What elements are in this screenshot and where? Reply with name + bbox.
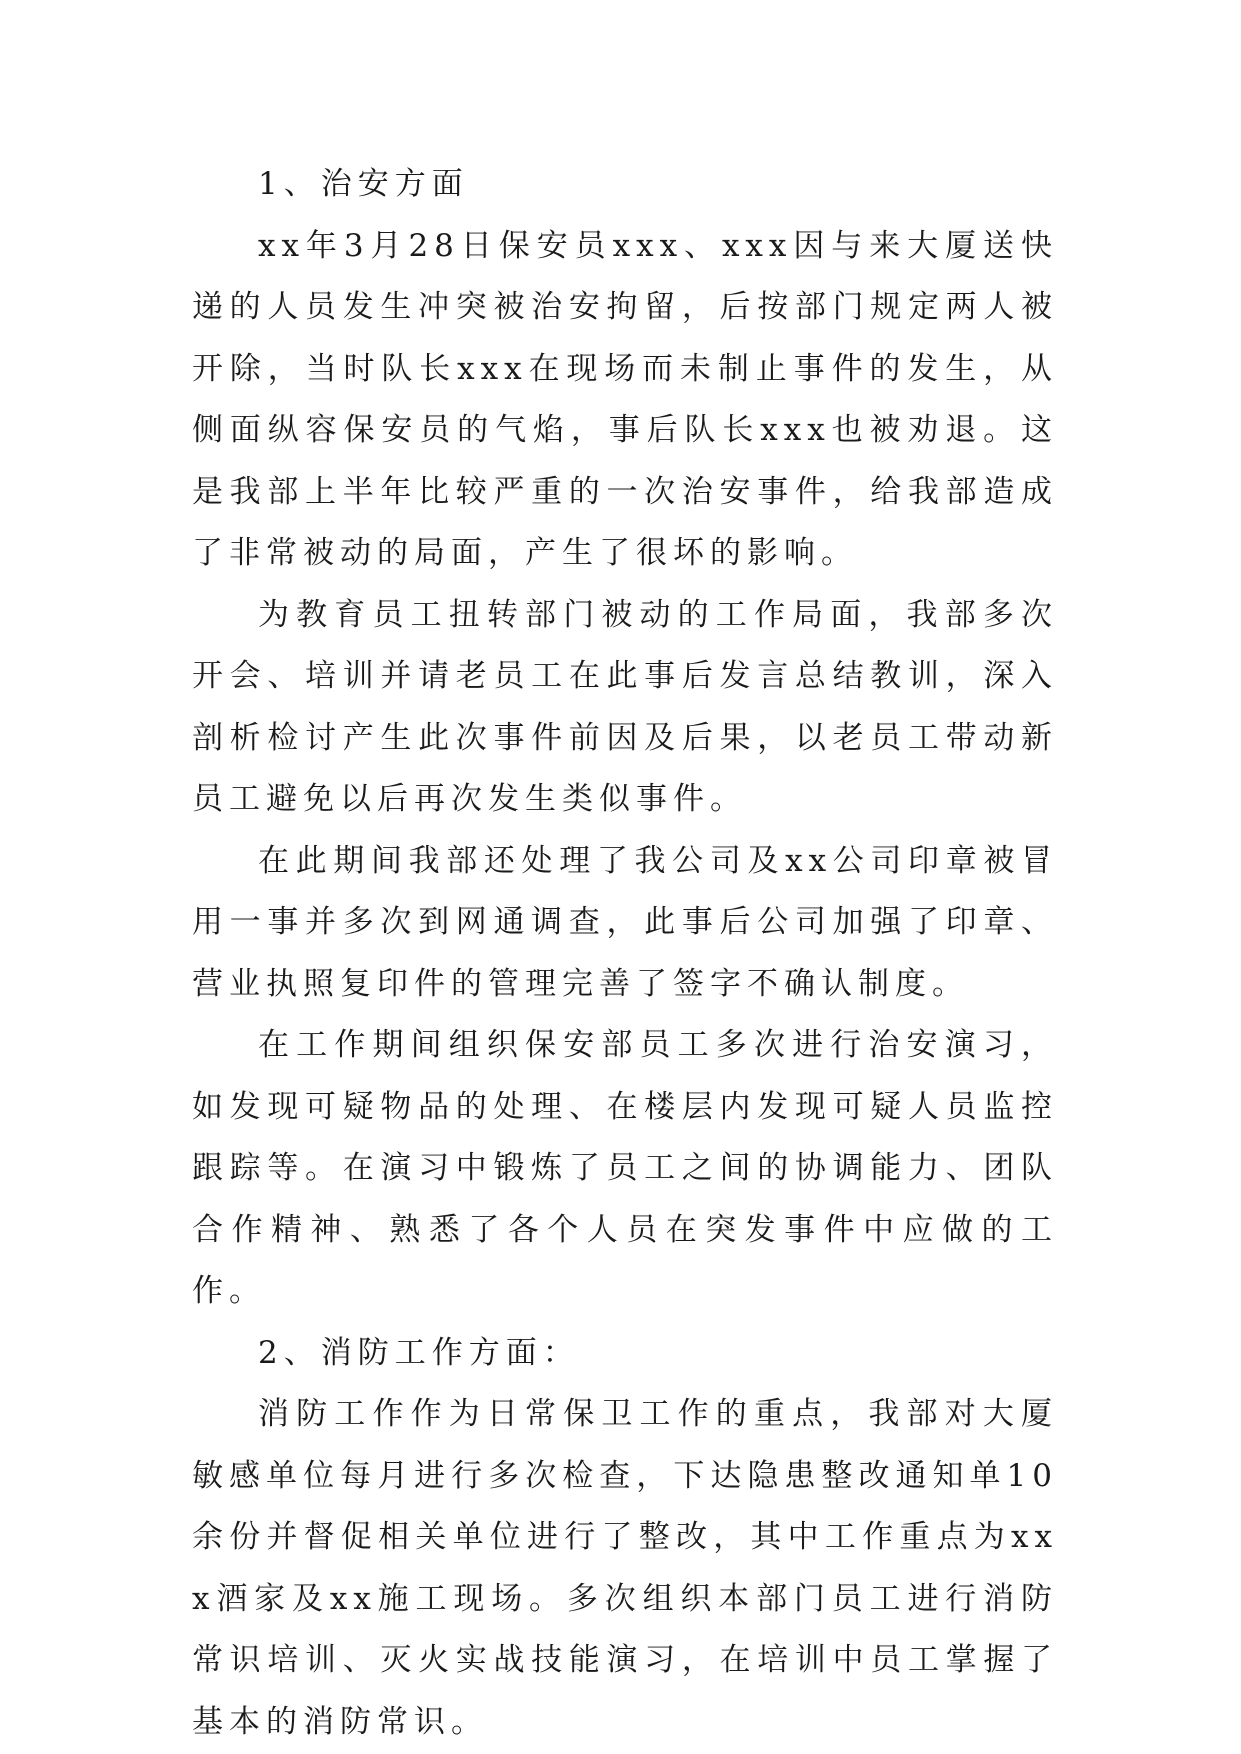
paragraph: 在此期间我部还处理了我公司及xx公司印章被冒用一事并多次到网通调查，此事后公司加强了印章、营业执照复印件的管理完善了签字不确认制度。: [192, 842, 1058, 1002]
paragraph: 为教育员工扭转部门被动的工作局面，我部多次开会、培训并请老员工在此事后发言总结教训，深入剖析检讨产生此次事件前因及后果，以老员工带动新员工避免以后再次发生类似事件。: [192, 596, 1058, 817]
section-heading-fire-safety: 2、消防工作方面：: [258, 1334, 580, 1371]
paragraph: xx年3月28日保安员xxx、xxx因与来大厦送快递的人员发生冲突被治安拘留，后按部门规定两人被开除，当时队长xxx在现场而未制止事件的发生，从侧面纵容保安员的气焰，事后队长xxx也被劝退。这是我部上半年比较严重的一次治安事件，给我部造成了非常被动的局面，产生了很坏的影响。: [192, 227, 1058, 571]
section-heading-public-security: 1、治安方面: [258, 166, 469, 202]
paragraph: 消防工作作为日常保卫工作的重点，我部对大厦敏感单位每月进行多次检查，下达隐患整改通知单10余份并督促相关单位进行了整改，其中工作重点为xxx酒家及xx施工现场。多次组织本部门员工进行消防常识培训、灭火实战技能演习，在培训中员工掌握了基本的消防常识。: [192, 1396, 1058, 1740]
paragraph: 在工作期间组织保安部员工多次进行治安演习，如发现可疑物品的处理、在楼层内发现可疑人员监控跟踪等。在演习中锻炼了员工之间的协调能力、团队合作精神、熟悉了各个人员在突发事件中应做的工作。: [192, 1027, 1058, 1309]
document-body: [192, 154, 1058, 1753]
